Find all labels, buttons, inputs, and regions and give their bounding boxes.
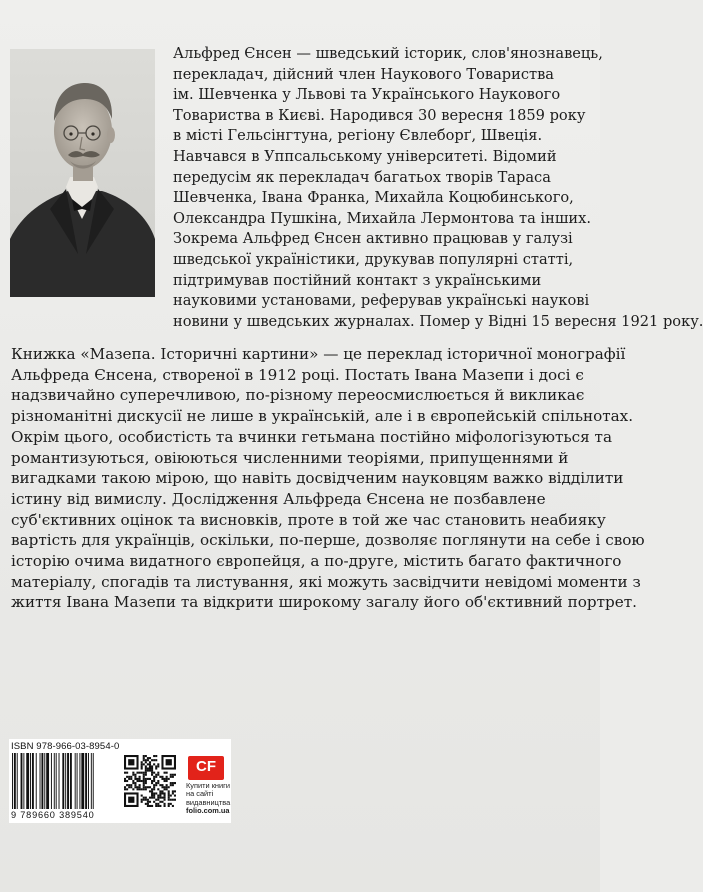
- description-line: істину від вимислу. Дослідження Альфреда Єнсена не позбавлене: [11, 489, 546, 508]
- bio-line: шведської україністики, друкував популярні статті,: [173, 250, 574, 268]
- description-line: вигадками такою мірою, що навіть досвідченим науковцям важко відділити: [11, 469, 624, 488]
- buy-line: видавництва: [186, 797, 231, 807]
- bio-line: підтримував постійний контакт з українськими: [173, 271, 542, 289]
- description-line: Альфреда Єнсена, створеної в 1912 році. Постать Івана Мазепи і досі є: [11, 365, 584, 384]
- description-line: вартість для українців, оскільки, по-перше, дозволяє поглянути на себе і свою: [11, 531, 645, 550]
- description-line: різноманітні дискусії не лише в українській, але і в європейській спільнотах.: [11, 407, 634, 426]
- bio-line: передусім як перекладач багатьох творів Тараса: [173, 168, 551, 186]
- bio-line: перекладач, дійсний член Наукового Товариства: [173, 65, 555, 83]
- bio-line: Товариства в Києві. Народився 30 вересня 1859 року: [173, 106, 586, 124]
- bio-line: Альфред Єнсен — шведський історик, слов'янознавець,: [173, 45, 603, 62]
- description-line: надзвичайно суперечливою, по-різному переосмислюється й викликає: [11, 386, 585, 405]
- publisher-buy-note: [186, 782, 230, 816]
- bio-line: науковими установами, реферував українські наукові: [173, 292, 590, 310]
- buy-line: Купити книги: [186, 781, 230, 790]
- description-line: матеріалу, спогадів та листування, які можуть засвідчити невідомі моменти з: [11, 572, 641, 591]
- publisher-site-link[interactable]: folio.com.ua: [186, 806, 230, 816]
- bio-line: Олександра Пушкіна, Михайла Лермонтова та інших.: [173, 209, 591, 227]
- author-portrait-photo: [10, 49, 155, 297]
- bio-line: новини у шведських журналах. Помер у Відні 15 вересня 1921 року.: [173, 312, 703, 330]
- bio-line: в місті Гельсінгтуна, регіону Євлеборґ, Швеція.: [173, 127, 543, 145]
- barcode-bars: [10, 753, 120, 809]
- description-line: романтизуються, овіюються численними теоріями, припущеннями й: [11, 448, 569, 467]
- bio-line: ім. Шевченка у Львові та Українського Наукового: [173, 86, 561, 104]
- buy-line: на сайті: [186, 789, 214, 799]
- description-line: життя Івана Мазепи та відкрити широкому загалу його об'єктивний портрет.: [11, 593, 637, 612]
- description-line: суб'єктивних оцінок та висновків, проте в той же час становить неабияку: [11, 510, 606, 529]
- description-line: історію очима видатного європейця, а по-друге, містить багато фактичного: [11, 552, 622, 571]
- ean-digits: 9 789660 389540: [11, 810, 95, 820]
- qr-code[interactable]: [124, 755, 176, 807]
- isbn-label: ISBN 978-966-03-8954-0: [11, 741, 120, 752]
- publisher-logo: [188, 756, 224, 780]
- bio-line: Навчався в Уппсальському університеті. Відомий: [173, 147, 557, 165]
- book-description: [11, 344, 645, 613]
- bio-line: Шевченка, Івана Франка, Михайла Коцюбинського,: [173, 189, 574, 207]
- bio-line: Зокрема Альфред Єнсен активно працював у галузі: [173, 230, 573, 248]
- publisher-logo-text: CF: [196, 758, 216, 775]
- description-line: Окрім цього, особистість та вчинки гетьмана постійно міфологізуються та: [11, 427, 613, 446]
- description-line: Книжка «Мазепа. Історичні картини» — це переклад історичної монографії: [11, 345, 626, 363]
- portrait-image: [10, 49, 155, 297]
- author-biography: [173, 44, 703, 332]
